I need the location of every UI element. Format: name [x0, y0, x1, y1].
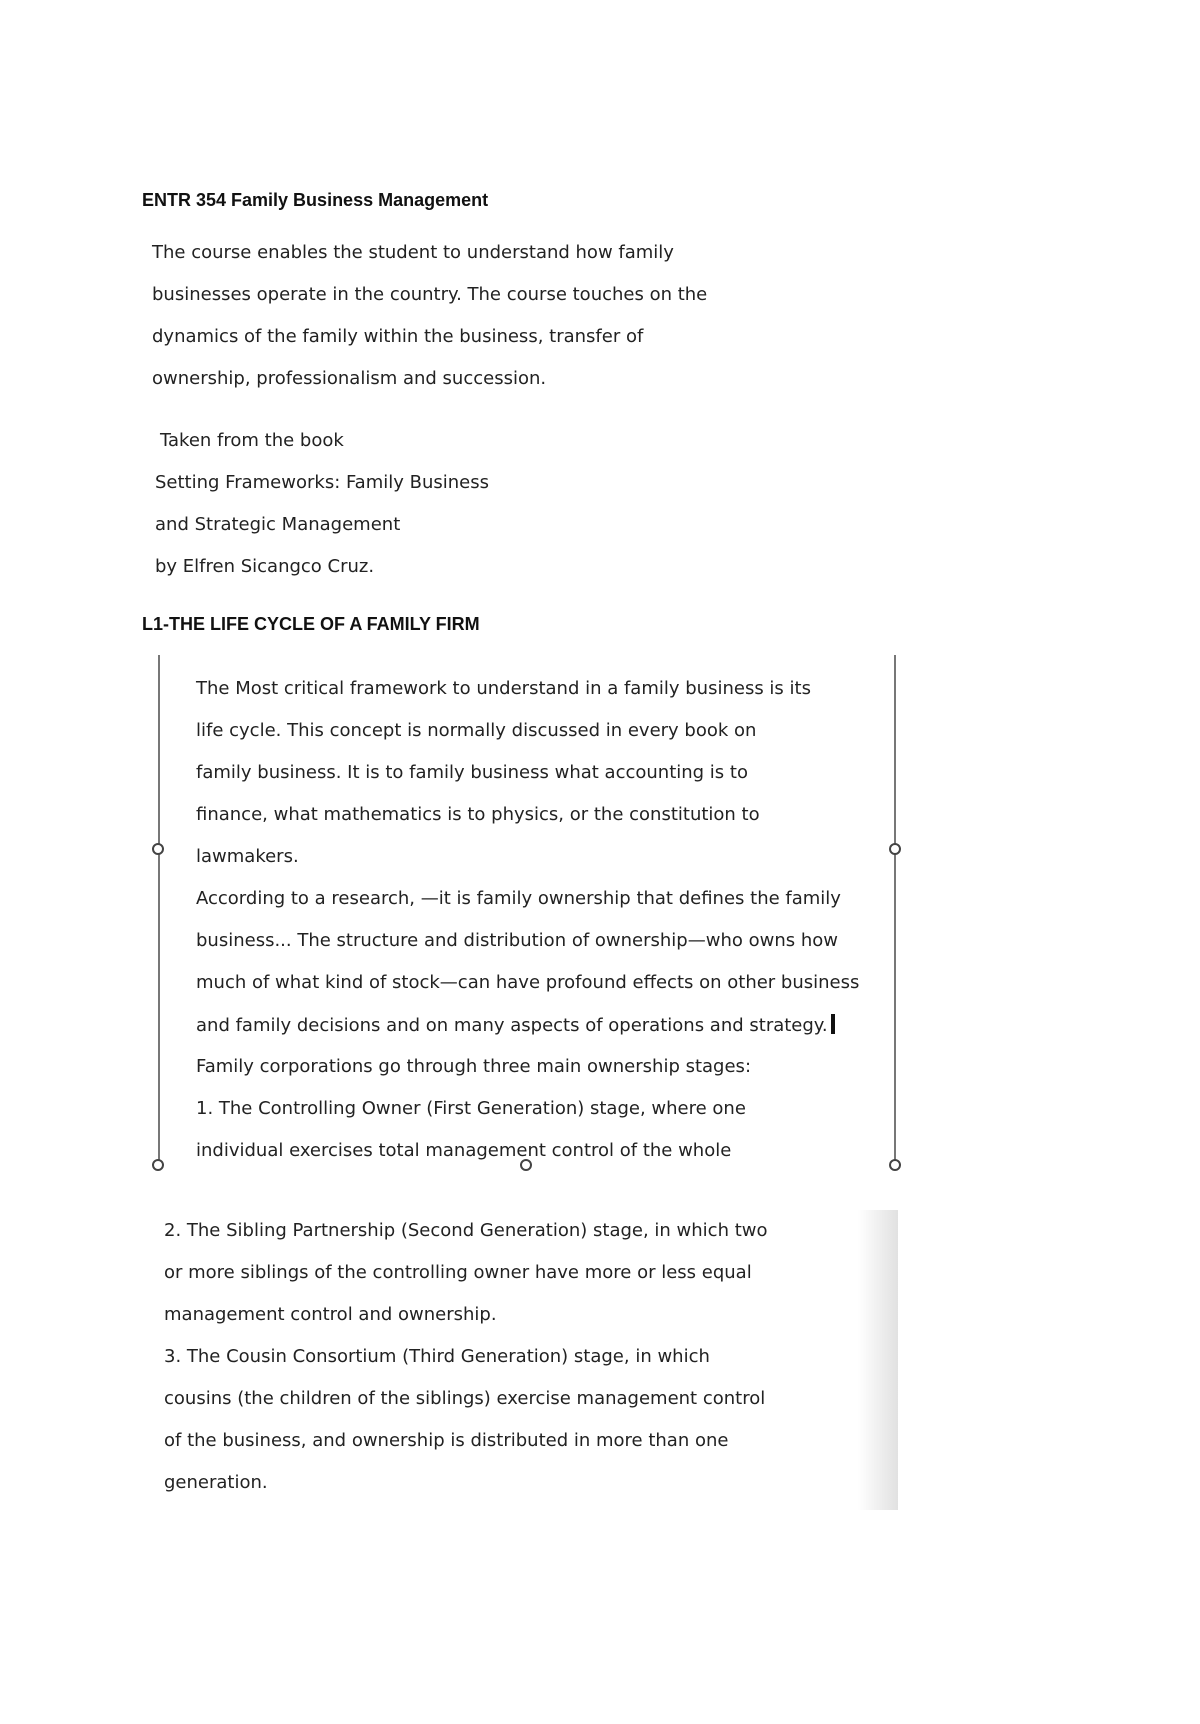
resize-handle-bottom-left[interactable] — [152, 1159, 164, 1171]
description-line: businesses operate in the country. The course touches on the — [152, 284, 708, 305]
frame-line: and family decisions and on many aspects of operations and strategy. — [196, 1015, 828, 1036]
frame-line: 1. The Controlling Owner (First Generation) stage, where one — [196, 1098, 746, 1119]
continued-line: cousins (the children of the siblings) exercise management control — [164, 1388, 766, 1409]
frame-line: lawmakers. — [196, 846, 299, 867]
resize-handle-bottom-right[interactable] — [889, 1159, 901, 1171]
description-line: ownership, professionalism and succession. — [152, 368, 547, 389]
frame-line: Family corporations go through three main ownership stages: — [196, 1056, 752, 1077]
frame-line: business... The structure and distribution of ownership—who owns how — [196, 930, 838, 951]
description-line: The course enables the student to understand how family — [152, 242, 674, 263]
continued-line: or more siblings of the controlling owner have more or less equal — [164, 1262, 752, 1283]
frame-line: much of what kind of stock—can have profound effects on other business — [196, 972, 860, 993]
source-line: Setting Frameworks: Family Business — [155, 472, 489, 493]
frame-line: family business. It is to family business what accounting is to — [196, 762, 748, 783]
resize-handle-right-middle[interactable] — [889, 843, 901, 855]
frame-right-edge[interactable] — [894, 655, 896, 1165]
frame-line: finance, what mathematics is to physics, or the constitution to — [196, 804, 760, 825]
continued-line: 3. The Cousin Consortium (Third Generation) stage, in which — [164, 1346, 710, 1367]
description-line: dynamics of the family within the business, transfer of — [152, 326, 644, 347]
continued-line: generation. — [164, 1472, 268, 1493]
frame-line: According to a research, —it is family ownership that defines the family — [196, 888, 841, 909]
source-line: by Elfren Sicangco Cruz. — [155, 556, 375, 577]
frame-line-with-cursor — [196, 1014, 835, 1036]
frame-line: life cycle. This concept is normally discussed in every book on — [196, 720, 757, 741]
source-line: Taken from the book — [160, 430, 344, 451]
lesson-title: L1-THE LIFE CYCLE OF A FAMILY FIRM — [142, 614, 480, 634]
resize-handle-left-middle[interactable] — [152, 843, 164, 855]
continued-line: 2. The Sibling Partnership (Second Generation) stage, in which two — [164, 1220, 768, 1241]
course-title: ENTR 354 Family Business Management — [142, 190, 489, 210]
frame-line: individual exercises total management control of the whole — [196, 1140, 732, 1161]
frame-left-edge[interactable] — [158, 655, 160, 1165]
continued-line: management control and ownership. — [164, 1304, 497, 1325]
continued-line: of the business, and ownership is distributed in more than one — [164, 1430, 729, 1451]
text-cursor — [831, 1014, 835, 1034]
source-line: and Strategic Management — [155, 514, 401, 535]
page-shadow — [858, 1210, 898, 1510]
frame-line: The Most critical framework to understand in a family business is its — [196, 678, 811, 699]
